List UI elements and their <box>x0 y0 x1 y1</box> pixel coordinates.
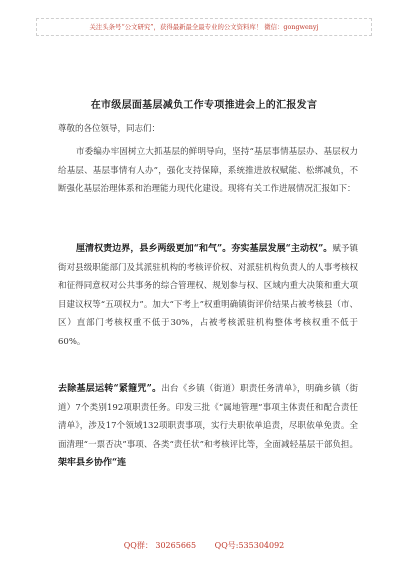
paragraph-intro: 市委编办牢固树立大抓基层的鲜明导向，坚持“基层事情基层办、基层权力给基层、基层事情有人办”，强化支持保障，系统推进放权赋能、松绑减负，不断强化基层治理体系和治理能力现代化建设。现将有关工作进展情况汇报如下： <box>58 147 358 195</box>
section-1-heading: 厘清权责边界，县乡两级更加“和气”。夯实基层发展“主动权”。 <box>76 244 333 254</box>
section-2-heading: 去除基层运转“紧箍咒”。 <box>58 384 162 394</box>
paragraph-section-1 <box>58 240 358 352</box>
document-title: 在市级层面基层减负工作专项推进会上的汇报发言 <box>90 100 318 111</box>
footer-qq-group: QQ群： 30265665 <box>123 541 197 550</box>
section-1-text: 赋予镇街对县级职能部门及其派驻机构的考核评价权、对派驻机构负责人的人事考核权和征得同意权对公共事务的综合管理权、规划参与权、区域内重大决策和重大项目建议权等“五项权力”。加大“下考上”权重明确镇街评价结果占被考核县（市、区）直部门考核权重不低于30%，占被考核派驻机构整体考核权重不低于60%。 <box>58 244 358 347</box>
footer <box>0 540 408 551</box>
greeting: 尊敬的各位领导，同志们： <box>58 124 161 134</box>
footer-qq-number: QQ号:535304092 <box>214 541 285 550</box>
paragraph-section-2 <box>58 380 358 473</box>
section-3-heading: 架牢县乡协作“连 <box>58 458 127 469</box>
section-2-text: 出台《乡镇（街道）职责任务清单》，明确乡镇（街道）7个类别192项职责任务。印发三批《“属地管理”事项主体责任和配合责任清单》，涉及17个领域132项职责事项，实行夫职依单追责，尽职依单免责。全面清理“一票否决”事项、各类“责任状”和考核评比等，全面减轻基层干部负担。 <box>58 384 358 450</box>
header-banner: 关注头条号“公文研究”，获得最新最全最专业的公文资料库！ 微信：gongwenyj <box>36 18 372 36</box>
